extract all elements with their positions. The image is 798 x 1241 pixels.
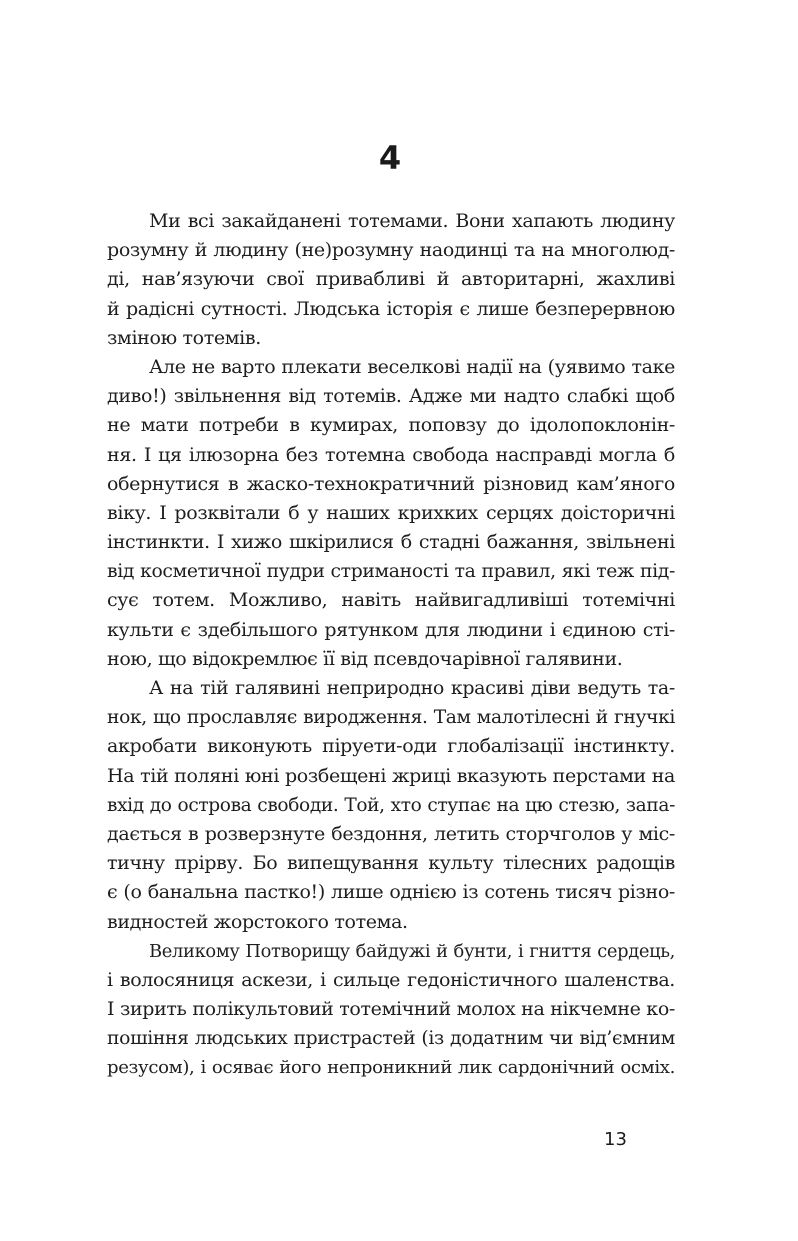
text-line: і волосяниця аскези, і сильце гедоністичного шаленства.	[107, 968, 675, 991]
text-line: тичну прірву. Бо випещування культу тілесних радощів	[107, 852, 675, 875]
chapter-number: 4	[378, 139, 402, 177]
text-line: й радісні сутності. Людська історія є лише безперервною	[107, 297, 675, 320]
text-line: є (о банальна пастко!) лише однією із сотень тисяч різно-	[107, 881, 675, 904]
text-line: акробати виконують піруети-оди глобалізації інстинкту.	[107, 735, 675, 758]
text-line: від косметичної пудри стриманості та правил, які теж під-	[107, 561, 675, 583]
text-line: диво!) звільнення від тотемів. Адже ми надто слабкі щоб	[107, 385, 675, 408]
paragraph-3	[107, 674, 675, 937]
text-line: А на тій галявині неприродно красиві діви ведуть та-	[149, 677, 675, 699]
text-line: І зирить полікультовий тотемічний молох на нікчемне ко-	[107, 998, 675, 1021]
paragraph-1	[107, 207, 675, 353]
page-number: 13	[604, 1129, 627, 1150]
text-line: пошіння людських пристрастей (із додатним чи від’ємним	[107, 1028, 675, 1050]
text-line: дається в розверзнуте бездоння, летить сторчголов у міс-	[107, 822, 675, 845]
text-line: Але не варто плекати веселкові надії на (уявимо таке	[149, 355, 675, 378]
text-line: вхід до острова свободи. Той, хто ступає на цю стезю, запа-	[107, 794, 675, 816]
text-line: обернутися в жаско-технократичний різновид кам’яного	[107, 472, 675, 495]
text-line: Ми всі закайданені тотемами. Вони хапають людину	[149, 210, 675, 232]
text-line: інстинкти. І хижо шкірилися б стадні бажання, звільнені	[107, 531, 675, 554]
text-line: резусом), і осяває його непроникний лик сардонічний осміх.	[107, 1057, 675, 1079]
text-line: нок, що прославляє виродження. Там малотілесні й гнучкі	[107, 707, 675, 729]
text-line: ною, що відокремлює її від псевдочарівної галявини.	[107, 647, 623, 670]
text-line: ді, нав’язуючи свої привабливі й авторитарні, жахливі	[107, 268, 675, 291]
body-text	[107, 207, 675, 1083]
text-line: На тій поляні юні розбещені жриці вказують перстами на	[107, 764, 675, 787]
text-line: Великому Потворищу байдужі й бунти, і гниття сердець,	[149, 940, 675, 962]
text-line: видностей жорстокого тотема.	[107, 910, 408, 933]
text-line: зміною тотемів.	[107, 326, 261, 349]
text-line: не мати потреби в кумирах, поповзу до ідолопоклонін-	[107, 414, 675, 437]
paragraph-4	[107, 937, 675, 1083]
text-line: розумну й людину (не)розумну наодинці та на многолюд-	[107, 239, 675, 262]
text-line: сує тотем. Можливо, навіть найвигадливіші тотемічні	[107, 589, 675, 612]
paragraph-2	[107, 353, 675, 674]
text-line: ня. І ця ілюзорна без тотемна свобода насправді могла б	[107, 443, 675, 466]
text-line: культи є здебільшого рятунком для людини і єдиною сті-	[107, 618, 675, 641]
text-line: віку. І розквітали б у наших крихких серцях доісторичні	[107, 501, 675, 524]
